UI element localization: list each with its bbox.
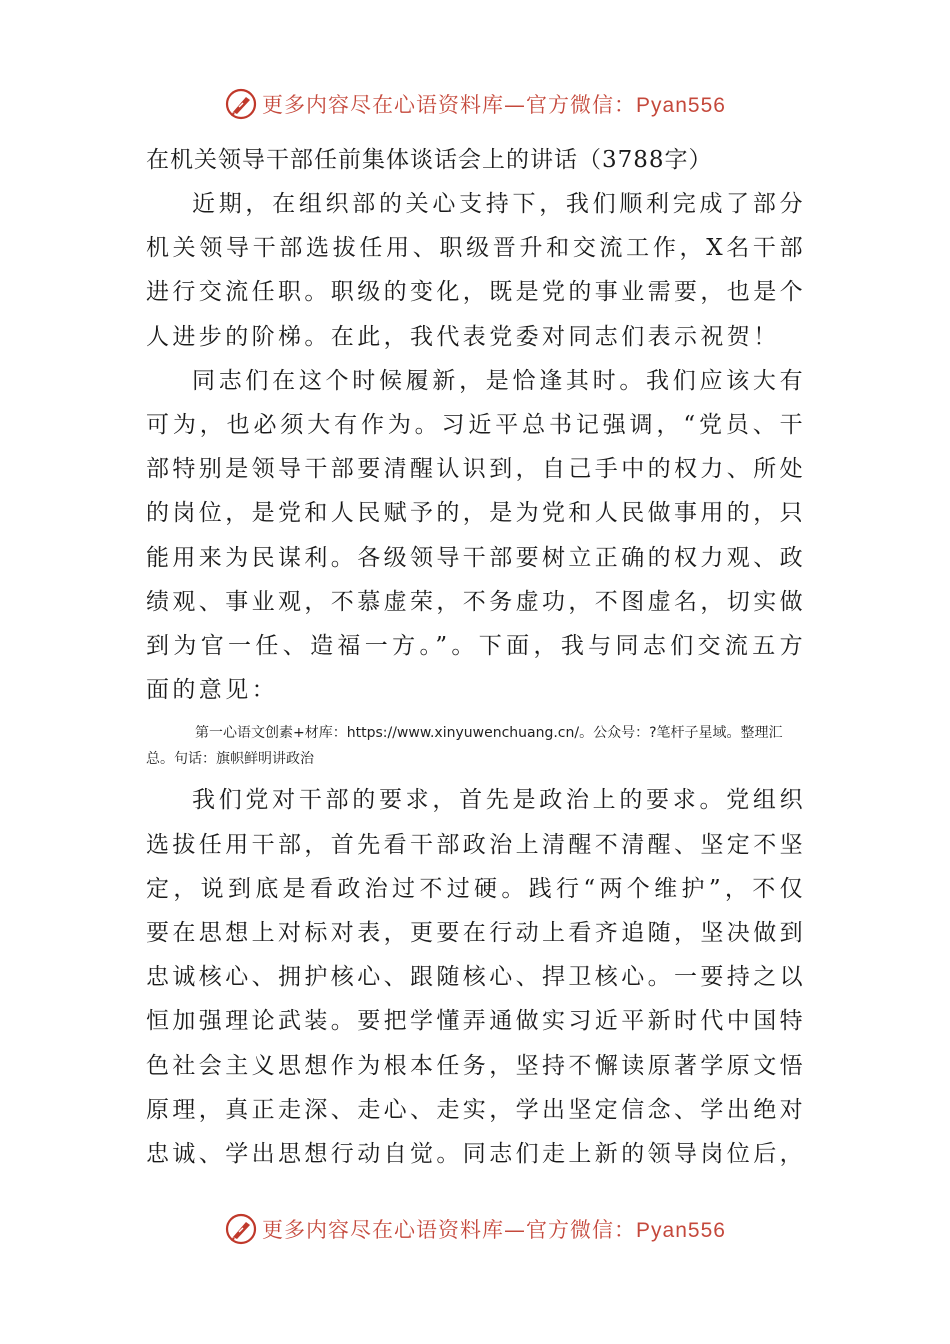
footer-wechat-id: Pyan556	[636, 1219, 726, 1242]
paragraph-2: 同志们在这个时候履新，是恰逢其时。我们应该大有可为，也必须大有作为。习近平总书记强调，“党员、干部特别是领导干部要清醒认识到，自己手中的权力、所处的岗位，是党和人民赋予的，是为党和人民做事用的，只能用来为民谋利。各级领导干部要树立正确的权力观、政绩观、事业观，不慕虚荣，不务虚功，不图虚名，切实做到为官一任、造福一方。”。下面，我与同志们交流五方面的意见：	[146, 367, 806, 704]
document-body	[146, 138, 806, 1176]
source-note: 第一心语文创素+材库：https://www.xinyuwenchuang.cn/。公众号：?笔杆子星域。整理汇总。句话：旗帜鲜明讲政治	[146, 725, 783, 768]
document-title: 在机关领导干部任前集体谈话会上的讲话（3788字）	[146, 147, 713, 173]
header-wechat-id: Pyan556	[636, 94, 726, 117]
footer-banner	[0, 1209, 950, 1249]
pen-nib-icon	[224, 1212, 258, 1246]
paragraph-3: 我们党对干部的要求，首先是政治上的要求。党组织选拔任用干部，首先看干部政治上清醒不清醒、坚定不坚定，说到底是看政治过不过硬。践行“两个维护”，不仅要在思想上对标对表，更要在行动上看齐追随，坚决做到忠诚核心、拥护核心、跟随核心、捍卫核心。一要持之以恒加强理论武装。要把学懂弄通做实习近平新时代中国特色社会主义思想作为根本任务，坚持不懈读原著学原文悟原理，真正走深、走心、走实，学出坚定信念、学出绝对忠诚、学出思想行动自觉。同志们走上新的领导岗位后，	[146, 787, 806, 1168]
header-banner	[0, 84, 950, 124]
pen-nib-icon	[224, 87, 258, 121]
paragraph-1: 近期，在组织部的关心支持下，我们顺利完成了部分机关领导干部选拔任用、职级晋升和交流工作，X名干部进行交流任职。职级的变化，既是党的事业需要，也是个人进步的阶梯。在此，我代表党委对同志们表示祝贺！	[146, 191, 806, 350]
header-banner-text: 更多内容尽在心语资料库—官方微信：Pyan556	[262, 93, 726, 117]
footer-banner-text: 更多内容尽在心语资料库—官方微信：Pyan556	[262, 1218, 726, 1242]
